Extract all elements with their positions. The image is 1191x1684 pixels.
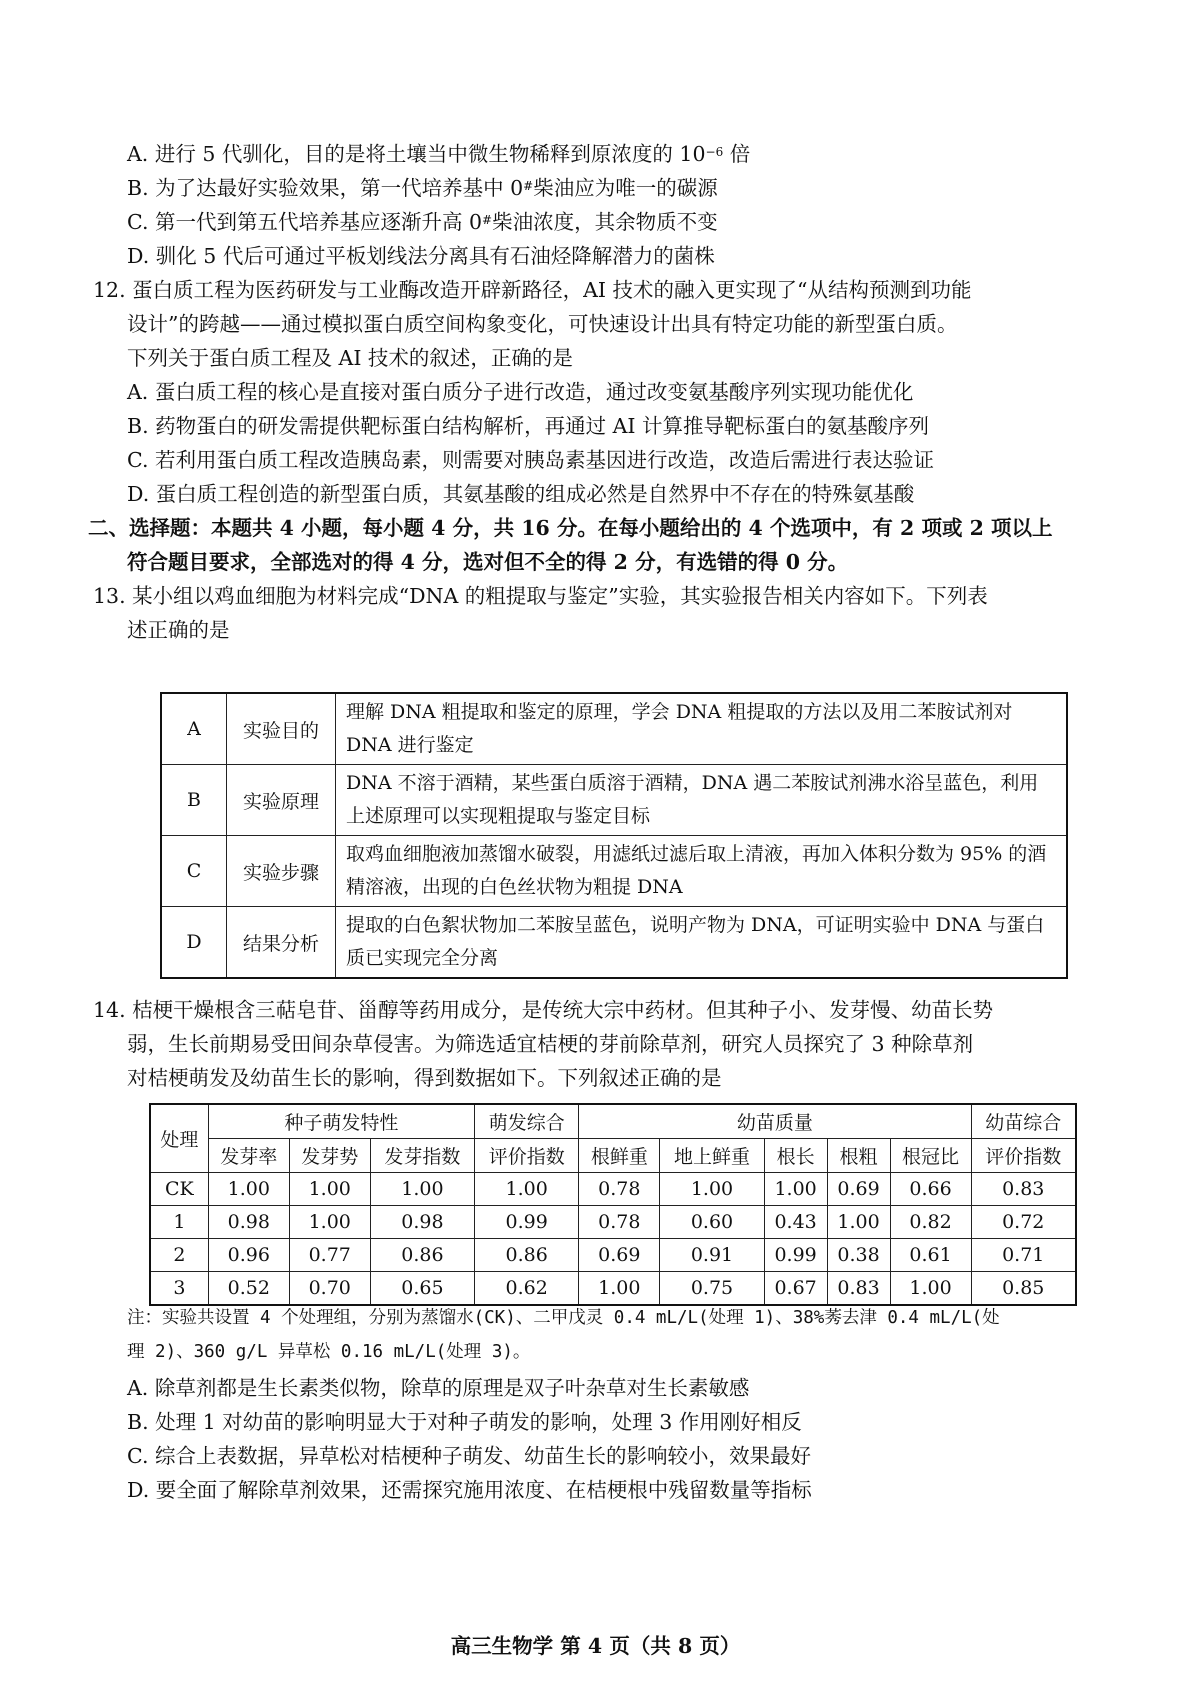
table-subheader-row [150, 1139, 1076, 1173]
q12-option-b: B. 药物蛋白的研发需提供靶标蛋白结构解析，再通过 AI 计算推导靶标蛋白的氨基酸序列 [127, 414, 930, 438]
table-row [161, 836, 1067, 907]
q14-stem-line2: 弱，生长前期易受田间杂草侵害。为筛选适宜桔梗的芽前除草剂，研究人员探究了 3 种除草剂 [127, 1032, 974, 1056]
table-cell: 0.78 [579, 1173, 660, 1206]
table-cell: 0.60 [660, 1206, 764, 1239]
table-cell: 0.61 [890, 1239, 971, 1272]
q11-option-d: D. 驯化 5 代后可通过平板划线法分离具有石油烃降解潜力的菌株 [127, 244, 715, 268]
table-cell: 0.66 [890, 1173, 971, 1206]
table-cell: 1.00 [827, 1206, 890, 1239]
table-cell: 0.52 [208, 1272, 289, 1306]
q12-stem-line3: 下列关于蛋白质工程及 AI 技术的叙述，正确的是 [127, 346, 573, 370]
q14-option-b: B. 处理 1 对幼苗的影响明显大于对种子萌发的影响，处理 3 作用刚好相反 [127, 1410, 802, 1434]
q14-stem-line3: 对桔梗萌发及幼苗生长的影响，得到数据如下。下列叙述正确的是 [127, 1066, 722, 1090]
table-cell: 0.85 [971, 1272, 1076, 1306]
q12-option-d: D. 蛋白质工程创造的新型蛋白质，其氨基酸的组成必然是自然界中不存在的特殊氨基酸 [127, 482, 915, 506]
page-footer: 高三生物学 第 4 页（共 8 页） [450, 1634, 741, 1658]
table-cell: 0.96 [208, 1239, 289, 1272]
q11-option-b: B. 为了达最好实验效果，第一代培养基中 0#柴油应为唯一的碳源 [127, 176, 718, 200]
table-cell: 0.99 [764, 1239, 827, 1272]
section2-instructions-line1: 二、选择题：本题共 4 小题，每小题 4 分，共 16 分。在每小题给出的 4 个选项中，有 2 项或 2 项以上 [88, 516, 1053, 540]
table-cell: 0.98 [208, 1206, 289, 1239]
q12-stem-line1: 12. 蛋白质工程为医药研发与工业酶改造开辟新路径，AI 技术的融入更实现了“从结构预测到功能 [93, 278, 972, 302]
table-cell: 0.65 [370, 1272, 474, 1306]
table-cell: 1.00 [208, 1173, 289, 1206]
table-cell: 1.00 [289, 1206, 370, 1239]
q14-herbicide-data-table [149, 1103, 1077, 1306]
table-row [161, 693, 1067, 765]
table-row [150, 1206, 1076, 1239]
table-cell: 0.86 [475, 1239, 579, 1272]
table-cell: 1.00 [890, 1272, 971, 1306]
subheader: 根长 [764, 1139, 827, 1173]
q14-option-a: A. 除草剂都是生长素类似物，除草的原理是双子叶杂草对生长素敏感 [127, 1376, 750, 1400]
subheader: 根冠比 [890, 1139, 971, 1173]
table-cell: 0.82 [890, 1206, 971, 1239]
table-row [150, 1173, 1076, 1206]
header-treatment: 处理 [150, 1104, 208, 1173]
row-label: D [161, 907, 227, 979]
row-content: 提取的白色絮状物加二苯胺呈蓝色，说明产物为 DNA，可证明实验中 DNA 与蛋白质已实现完全分离 [336, 907, 1068, 979]
table-cell: 0.75 [660, 1272, 764, 1306]
subheader: 发芽指数 [370, 1139, 474, 1173]
table-cell: 0.38 [827, 1239, 890, 1272]
table-cell: 0.70 [289, 1272, 370, 1306]
q14-option-c: C. 综合上表数据，异草松对桔梗种子萌发、幼苗生长的影响较小，效果最好 [127, 1444, 811, 1468]
header-seedling-index-b: 评价指数 [971, 1139, 1076, 1173]
subheader: 发芽率 [208, 1139, 289, 1173]
table-cell: 0.69 [579, 1239, 660, 1272]
table-cell: 0.67 [764, 1272, 827, 1306]
table-cell: 1.00 [289, 1173, 370, 1206]
table-row [150, 1272, 1076, 1306]
table-cell: 0.91 [660, 1239, 764, 1272]
header-seed-germination: 种子萌发特性 [208, 1104, 474, 1139]
table-cell: 0.83 [827, 1272, 890, 1306]
table-cell: 0.62 [475, 1272, 579, 1306]
table-cell: 1.00 [764, 1173, 827, 1206]
q11-option-a: A. 进行 5 代驯化，目的是将土壤当中微生物稀释到原浓度的 $10^{-6}$ 倍 [127, 142, 751, 166]
table-cell: 0.99 [475, 1206, 579, 1239]
q12-option-c: C. 若利用蛋白质工程改造胰岛素，则需要对胰岛素基因进行改造，改造后需进行表达验证 [127, 448, 934, 472]
subheader: 根粗 [827, 1139, 890, 1173]
q14-note-line2: 理 2)、360 g/L 异草松 0.16 mL/L(处理 3)。 [127, 1342, 531, 1362]
table-cell: 0.78 [579, 1206, 660, 1239]
table-cell: 0.71 [971, 1239, 1076, 1272]
row-content: 取鸡血细胞液加蒸馏水破裂，用滤纸过滤后取上清液，再加入体积分数为 95% 的酒精溶液，出现的白色丝状物为粗提 DNA [336, 836, 1068, 907]
row-content: DNA 不溶于酒精，某些蛋白质溶于酒精，DNA 遇二苯胺试剂沸水浴呈蓝色，利用上述原理可以实现粗提取与鉴定目标 [336, 765, 1068, 836]
row-content: 理解 DNA 粗提取和鉴定的原理，学会 DNA 粗提取的方法以及用二苯胺试剂对 DNA 进行鉴定 [336, 693, 1068, 765]
table-row [161, 765, 1067, 836]
subheader: 发芽势 [289, 1139, 370, 1173]
subheader: 根鲜重 [579, 1139, 660, 1173]
row-name: CK [150, 1173, 208, 1206]
row-label: B [161, 765, 227, 836]
row-label: C [161, 836, 227, 907]
q11-option-c: C. 第一代到第五代培养基应逐渐升高 0#柴油浓度，其余物质不变 [127, 210, 718, 234]
row-name: 3 [150, 1272, 208, 1306]
table-cell: 0.98 [370, 1206, 474, 1239]
table-row [161, 907, 1067, 979]
table-cell: 0.43 [764, 1206, 827, 1239]
header-seedling-quality: 幼苗质量 [579, 1104, 971, 1139]
table-cell: 1.00 [660, 1173, 764, 1206]
section2-instructions-line2: 符合题目要求，全部选对的得 4 分，选对但不全的得 2 分，有选错的得 0 分。 [127, 550, 849, 574]
q13-experiment-table [160, 692, 1068, 979]
q12-stem-line2: 设计”的跨越——通过模拟蛋白质空间构象变化，可快速设计出具有特定功能的新型蛋白质。 [127, 312, 958, 336]
q14-note-line1: 注：实验共设置 4 个处理组，分别为蒸馏水(CK)、二甲戊灵 0.4 mL/L(处理 1)、38%莠去津 0.4 mL/L(处 [127, 1308, 1000, 1328]
table-cell: 0.72 [971, 1206, 1076, 1239]
header-seedling-index-a: 幼苗综合 [971, 1104, 1076, 1139]
row-name: 1 [150, 1206, 208, 1239]
subheader: 地上鲜重 [660, 1139, 764, 1173]
q13-stem-line2: 述正确的是 [127, 618, 230, 642]
row-name: 2 [150, 1239, 208, 1272]
table-cell: 0.77 [289, 1239, 370, 1272]
table-header-row [150, 1104, 1076, 1139]
header-germination-index-a: 萌发综合 [475, 1104, 579, 1139]
table-cell: 1.00 [370, 1173, 474, 1206]
header-germination-index-b: 评价指数 [475, 1139, 579, 1173]
row-label: A [161, 693, 227, 765]
q13-stem-line1: 13. 某小组以鸡血细胞为材料完成“DNA 的粗提取与鉴定”实验，其实验报告相关内容如下。下列表 [93, 584, 988, 608]
row-header: 实验目的 [227, 693, 336, 765]
row-header: 实验原理 [227, 765, 336, 836]
q14-option-d: D. 要全面了解除草剂效果，还需探究施用浓度、在桔梗根中残留数量等指标 [127, 1478, 812, 1502]
table-cell: 1.00 [579, 1272, 660, 1306]
table-cell: 0.83 [971, 1173, 1076, 1206]
q14-stem-line1: 14. 桔梗干燥根含三萜皂苷、甾醇等药用成分，是传统大宗中药材。但其种子小、发芽慢、幼苗长势 [93, 998, 994, 1022]
table-row [150, 1239, 1076, 1272]
table-cell: 0.69 [827, 1173, 890, 1206]
row-header: 实验步骤 [227, 836, 336, 907]
q12-option-a: A. 蛋白质工程的核心是直接对蛋白质分子进行改造，通过改变氨基酸序列实现功能优化 [127, 380, 914, 404]
row-header: 结果分析 [227, 907, 336, 979]
table-cell: 1.00 [475, 1173, 579, 1206]
table-cell: 0.86 [370, 1239, 474, 1272]
